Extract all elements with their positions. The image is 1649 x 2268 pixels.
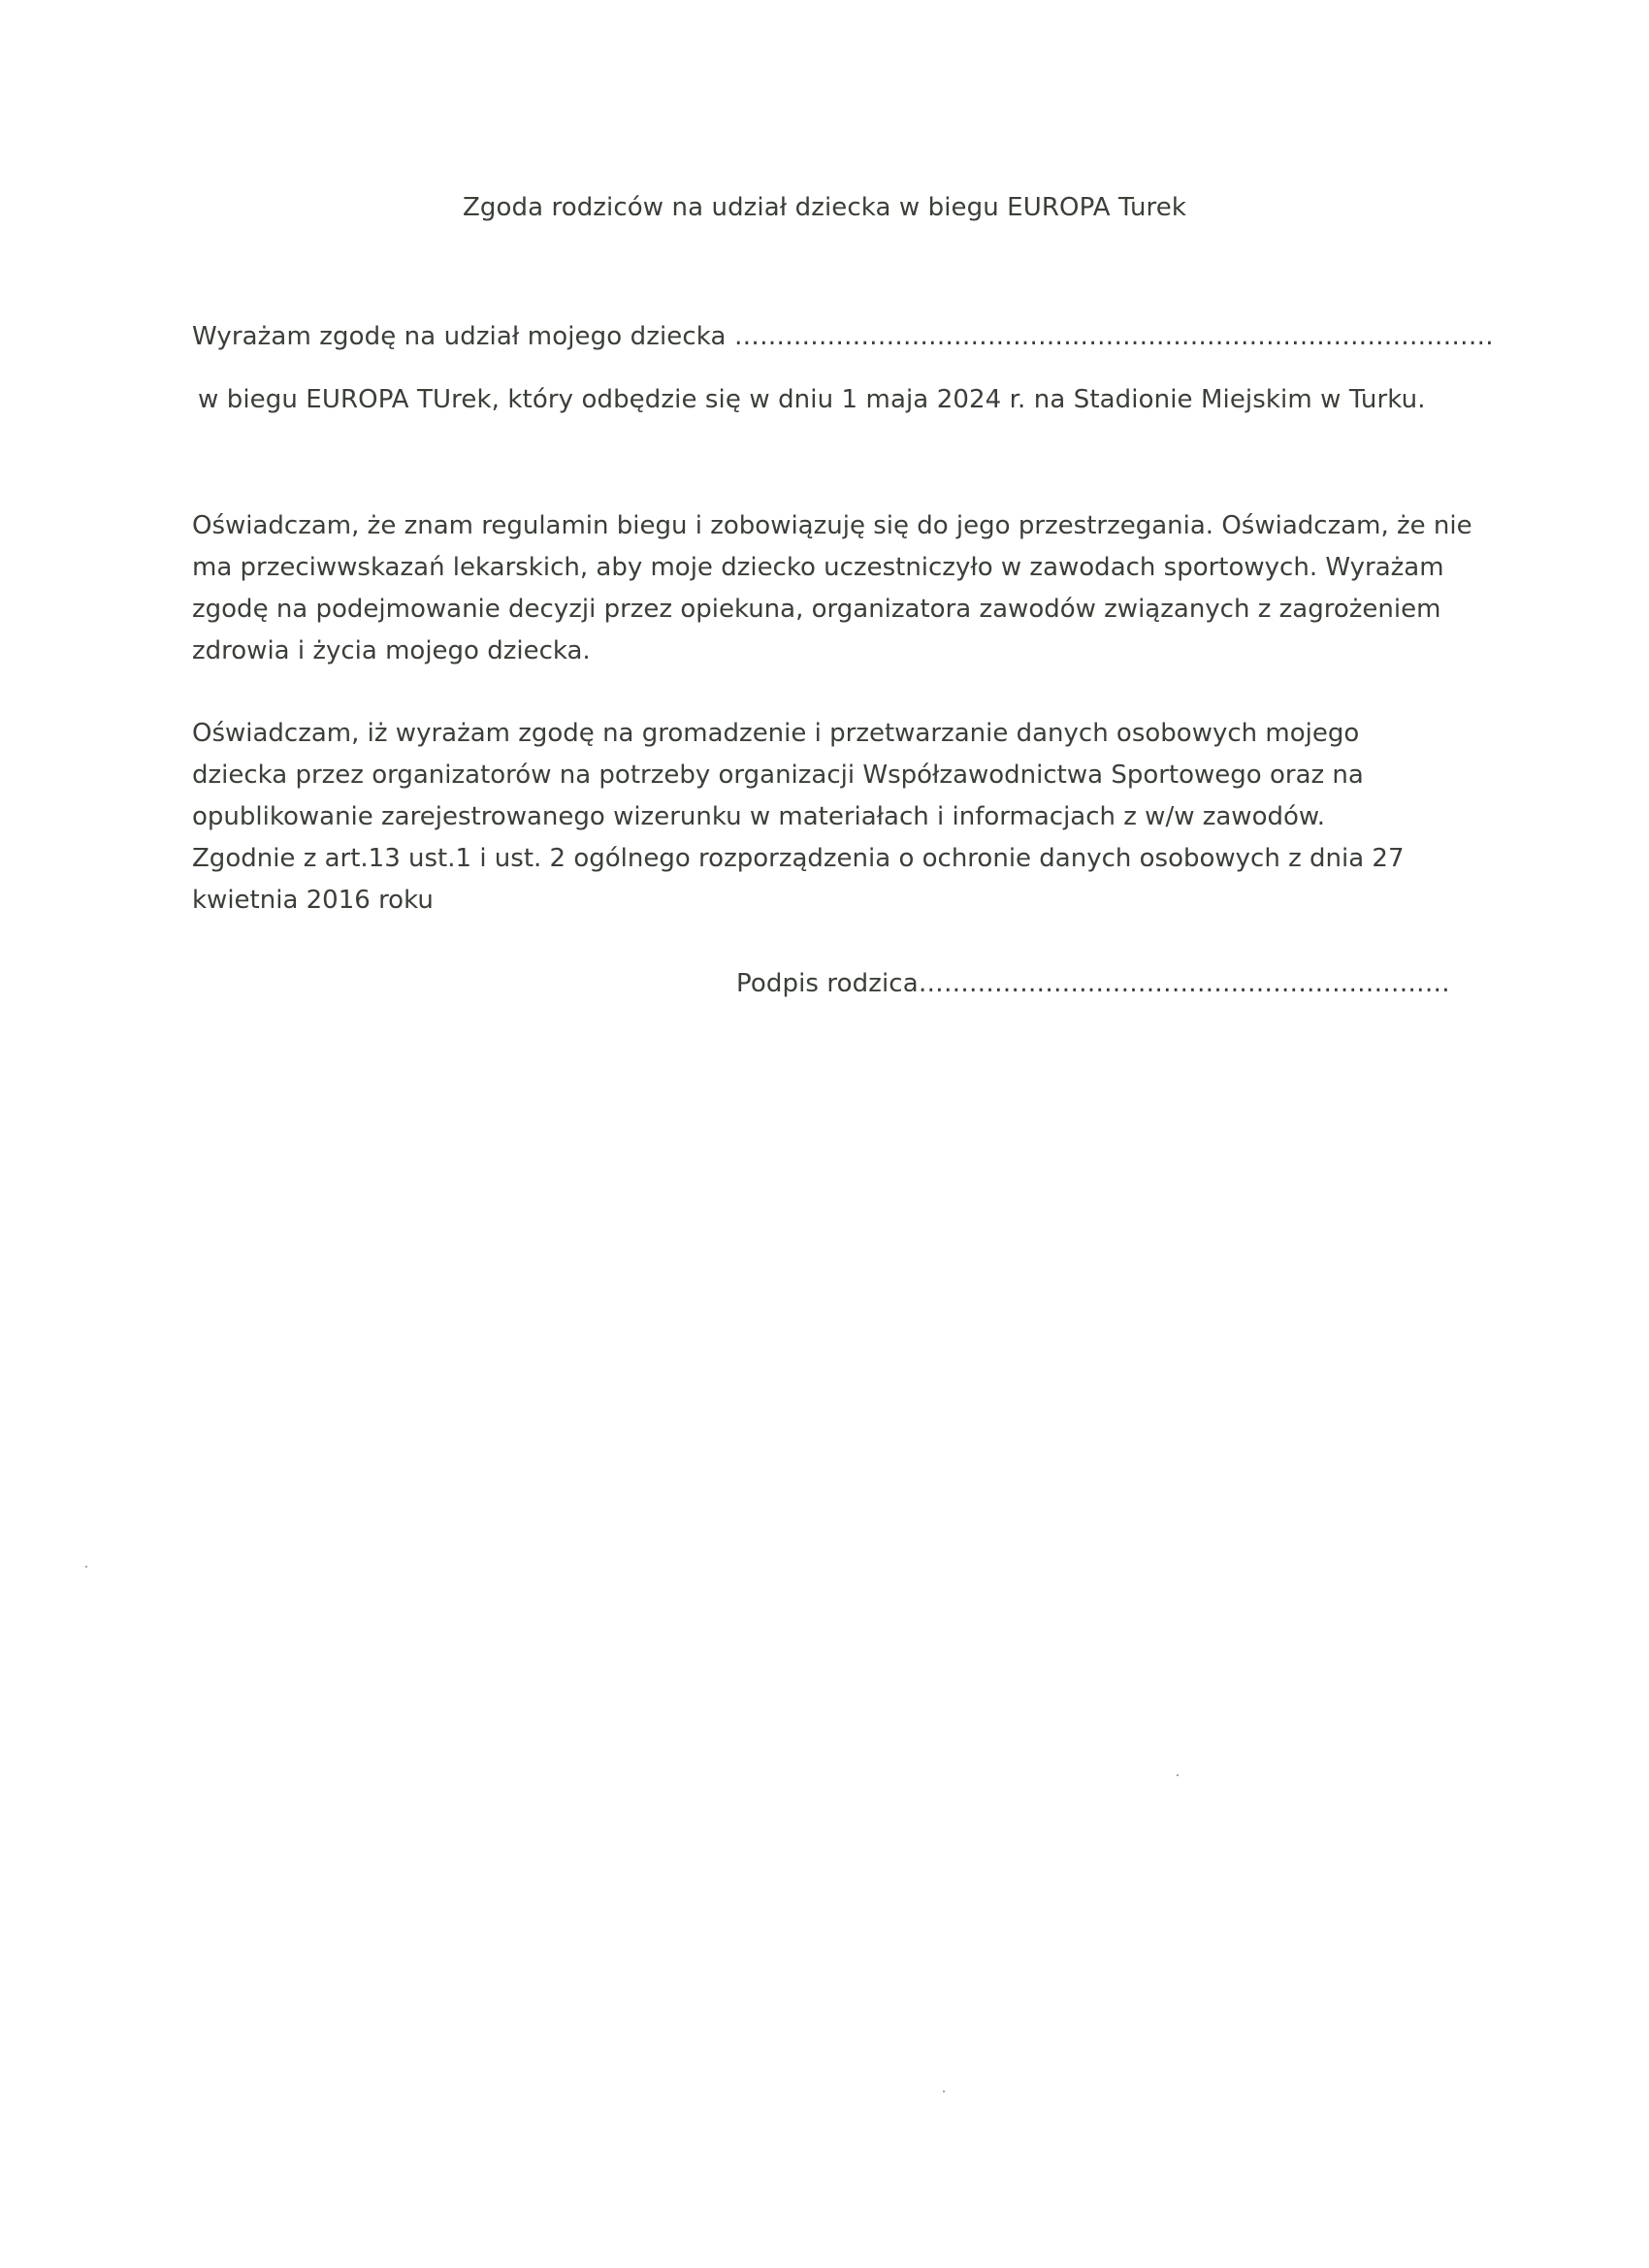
paragraph-line: zgodę na podejmowanie decyzji przez opiekuna, organizatora zawodów związanych z zagrożeniem [192, 595, 1441, 624]
document-title: Zgoda rodziców na udział dziecka w biegu EUROPA Turek [462, 193, 1187, 222]
paragraph-line: Oświadczam, że znam regulamin biegu i zobowiązuję się do jego przestrzegania. Oświadczam, że nie [192, 511, 1472, 540]
paragraph-line: ma przeciwwskazań lekarskich, aby moje dziecko uczestniczyło w zawodach sportowych. Wyrażam [192, 553, 1444, 582]
declaration-paragraph-rules [192, 505, 1472, 672]
declaration-paragraph-data-protection [192, 713, 1453, 922]
scan-speck [1177, 1774, 1179, 1776]
paragraph-line: Zgodnie z art.13 ust.1 i ust. 2 ogólnego rozporządzenia o ochronie danych osobowych z dnia 27 [192, 844, 1405, 873]
consent-line-event-details: w biegu EUROPA TUrek, który odbędzie się w dniu 1 maja 2024 r. na Stadionie Miejskim w Turku. [198, 385, 1426, 414]
paragraph-line: opublikowanie zarejestrowanego wizerunku w materiałach i informacjach z w/w zawodów. [192, 802, 1326, 831]
consent-line-child-name: Wyrażam zgodę na udział mojego dziecka ……………………………………………………………………………… [192, 322, 1494, 351]
paragraph-line: zdrowia i życia mojego dziecka. [192, 636, 591, 665]
parent-signature-line: Podpis rodzica……………………………………………………… [736, 969, 1450, 998]
paragraph-line: kwietnia 2016 roku [192, 886, 434, 915]
scan-speck [943, 2090, 945, 2092]
scan-speck [85, 1566, 87, 1568]
paragraph-line: Oświadczam, iż wyrażam zgodę na gromadzenie i przetwarzanie danych osobowych mojego [192, 719, 1360, 748]
paragraph-line: dziecka przez organizatorów na potrzeby organizacji Współzawodnictwa Sportowego oraz na [192, 761, 1364, 790]
